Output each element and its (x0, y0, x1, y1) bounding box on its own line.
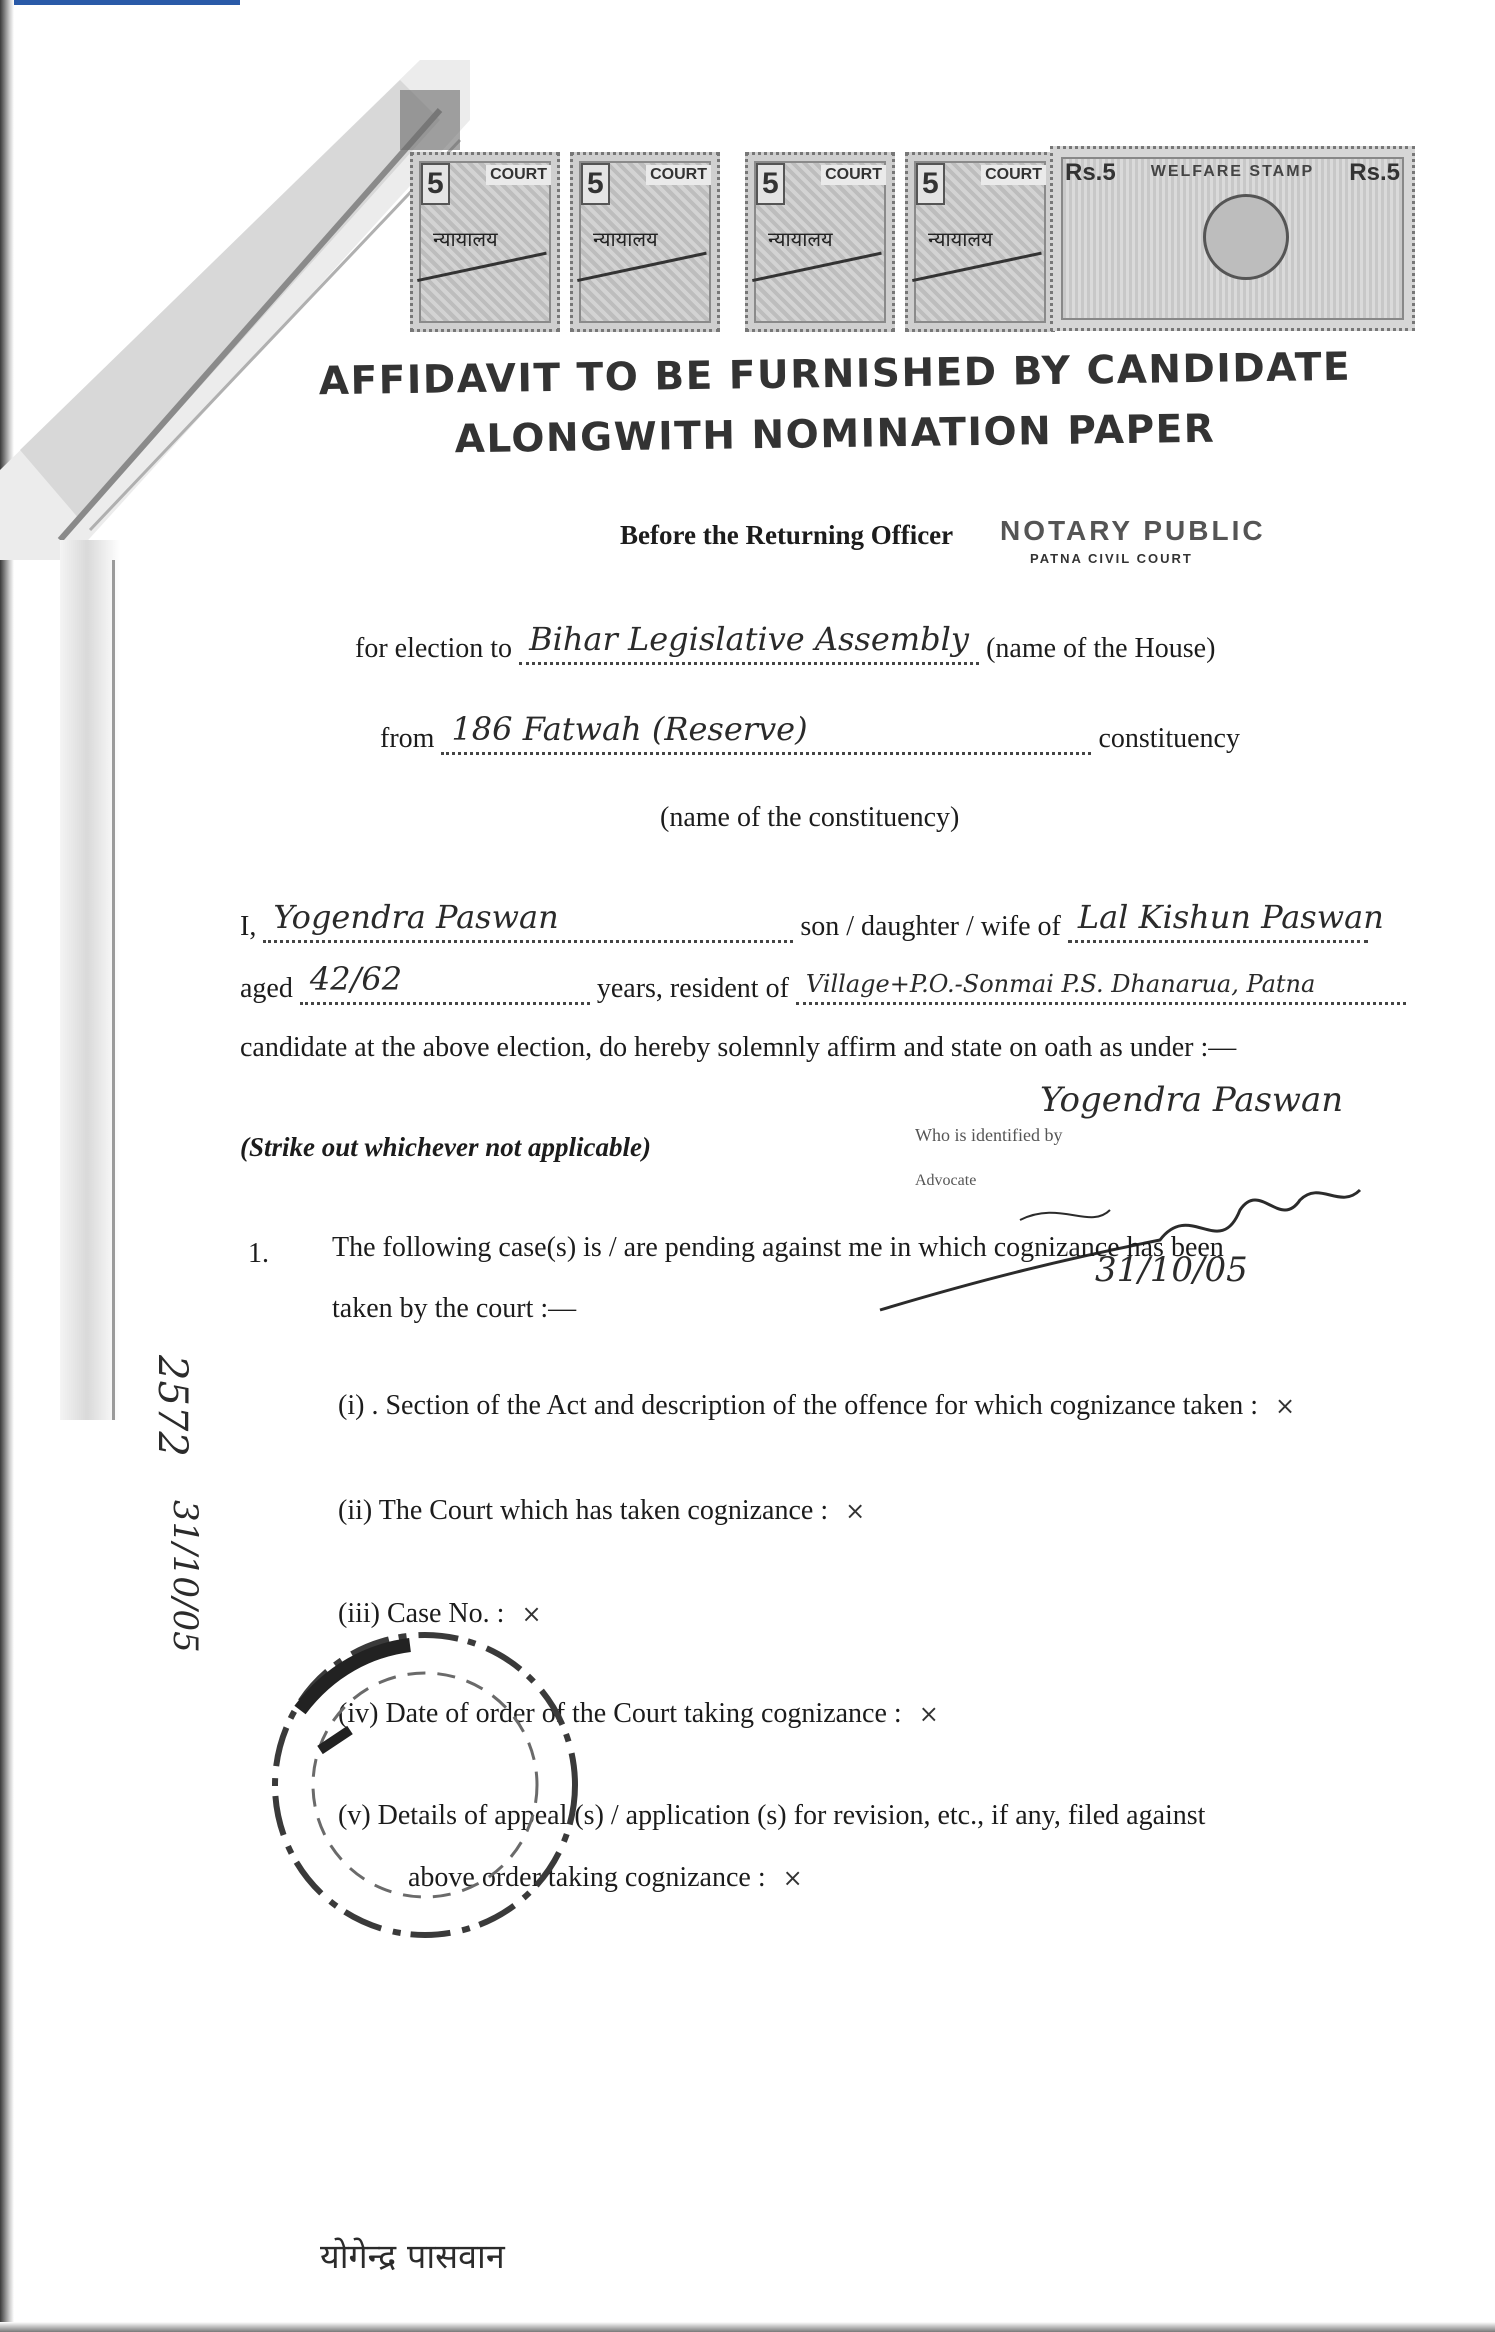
section-text-line2: taken by the court :— (332, 1293, 577, 1324)
address-value: Village+P.O.-Sonmai P.S. Dhanarua, Patna (805, 970, 1316, 998)
item-mark: × (1275, 1392, 1296, 1420)
parent-value: Lal Kishun Paswan (1077, 898, 1384, 936)
list-item (338, 1390, 1295, 1422)
stamp-devanagari: न्यायालय (928, 227, 993, 251)
aged-prefix: aged (240, 973, 293, 1004)
list-item (338, 1495, 865, 1527)
item-mark: × (918, 1700, 939, 1728)
stamp-devanagari: न्यायालय (593, 227, 658, 251)
item-text: Details of appeal (s) / application (s) for revision, etc., if any, filed against (377, 1800, 1206, 1831)
item-mark: × (845, 1497, 866, 1525)
welfare-stamp-value: Rs.5 (1065, 159, 1116, 186)
page-fold-shadow (60, 540, 120, 1420)
house-suffix: (name of the House) (986, 633, 1216, 664)
section-text-line1: The following case(s) is / are pending against me in which cognizance has been (332, 1232, 1224, 1263)
item-text: The Court which has taken cognizance : (378, 1495, 829, 1526)
constituency-value: 186 Fatwah (Reserve) (451, 710, 808, 748)
constituency-field (441, 710, 1091, 755)
address-field (796, 972, 1406, 1005)
item-text: Date of order of the Court taking cognizance : (385, 1698, 902, 1729)
margin-date: 31/10/05 (165, 1500, 205, 1653)
document-title-line2: ALONGWITH NOMINATION PAPER (454, 406, 1216, 463)
item-label: (ii) (338, 1495, 373, 1526)
stamp-value: 5 (756, 163, 785, 205)
resident-text: years, resident of (596, 973, 789, 1004)
strike-out-note: (Strike out whichever not applicable) (240, 1132, 651, 1162)
stamp-value: 5 (916, 163, 945, 205)
election-line (355, 620, 1216, 665)
item-label: (iv) (338, 1698, 379, 1729)
declarant-age-line (240, 960, 1406, 1005)
notary-seal-text: NOTARY PUBLIC (1000, 515, 1266, 546)
identification-signature: Yogendra Paswan (1040, 1080, 1344, 1120)
court-fee-stamp-icon (745, 152, 895, 332)
relation-text: son / daughter / wife of (800, 911, 1061, 942)
stamp-devanagari: न्यायालय (768, 227, 833, 251)
court-fee-stamp-icon (570, 152, 720, 332)
item-text: Case No. : (387, 1598, 505, 1629)
item-text: above order taking cognizance : (408, 1862, 766, 1893)
returning-officer-heading: Before the Returning Officer (620, 520, 954, 550)
stamp-label: COURT (981, 165, 1046, 185)
bottom-signature: योगेन्द्र पासवान (320, 2237, 505, 2277)
identification-text: Who is identified by (915, 1125, 1063, 1145)
declarant-name-line (240, 898, 1384, 943)
age-field (300, 960, 590, 1005)
notary-seal (1000, 515, 1320, 575)
welfare-stamp-label: WELFARE STAMP (1150, 163, 1315, 180)
name-value: Yogendra Paswan (273, 898, 559, 936)
stamp-label: COURT (646, 165, 711, 185)
document-title-line1: AFFIDAVIT TO BE FURNISHED BY CANDIDATE (318, 344, 1352, 405)
item-label: (i) (338, 1390, 365, 1421)
age-value: 42/62 (309, 960, 403, 998)
round-seal-icon (240, 1600, 610, 1970)
item-text: . Section of the Act and description of the offence for which cognizance taken : (371, 1390, 1259, 1421)
signature-date: 31/10/05 (1095, 1250, 1248, 1290)
stamp-label: COURT (486, 165, 551, 185)
election-prefix: for election to (355, 633, 513, 664)
item-label: (iii) (338, 1598, 380, 1629)
scan-bottom-edge (0, 2322, 1495, 2332)
stamp-label: COURT (821, 165, 886, 185)
stamp-value: 5 (581, 163, 610, 205)
name-field (263, 898, 793, 943)
constituency-line (380, 710, 1240, 755)
i-prefix: I, (240, 911, 257, 942)
parent-field (1068, 898, 1384, 943)
notary-seal-subtext: PATNA CIVIL COURT (1030, 551, 1193, 566)
from-prefix: from (380, 723, 435, 754)
item-mark: × (782, 1864, 803, 1892)
stamp-row (410, 140, 1415, 340)
signature-scribble-icon (860, 1140, 1380, 1320)
advocate-text: Advocate (915, 1172, 977, 1189)
stamp-value: 5 (421, 163, 450, 205)
item-label: (v) (338, 1800, 371, 1831)
welfare-stamp-value: Rs.5 (1349, 159, 1400, 186)
house-field (519, 620, 979, 665)
page-fold-line (112, 560, 115, 1420)
stamp-devanagari: न्यायालय (433, 227, 498, 251)
item-mark: × (521, 1600, 542, 1628)
margin-number: 2572 (149, 1355, 195, 1457)
constituency-caption: (name of the constituency) (660, 802, 960, 833)
section-number: 1. (248, 1238, 269, 1269)
welfare-stamp-icon (1050, 146, 1415, 331)
affirm-line: candidate at the above election, do hereby solemnly affirm and state on oath as under :— (240, 1032, 1237, 1063)
court-fee-stamp-icon (905, 152, 1055, 332)
court-fee-stamp-icon (410, 152, 560, 332)
house-value: Bihar Legislative Assembly (529, 620, 969, 658)
constituency-suffix: constituency (1098, 723, 1240, 754)
